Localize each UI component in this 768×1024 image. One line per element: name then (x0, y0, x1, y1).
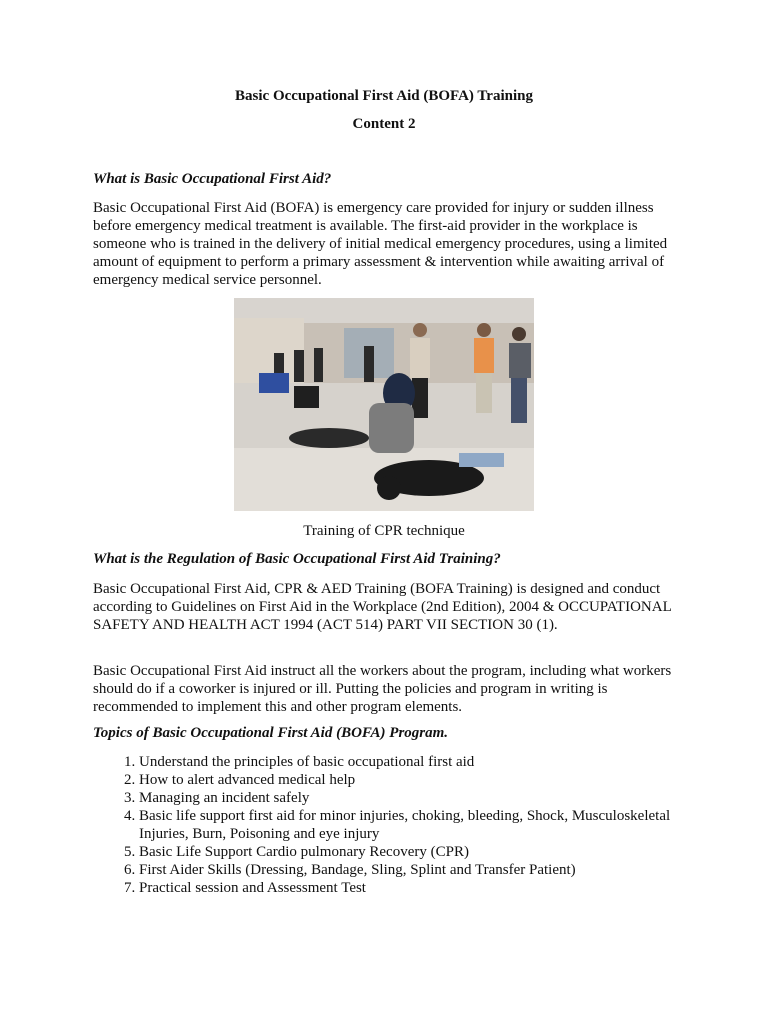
document-subtitle: Content 2 (352, 116, 416, 132)
list-item: 2. How to alert advanced medical help (139, 771, 679, 789)
list-item: 5. Basic Life Support Cardio pulmonary Recovery (CPR) (139, 843, 679, 861)
list-item: 4. Basic life support first aid for minor injuries, choking, bleeding, Shock, Musculoskeletal Injuries, Burn, Poisoning and eye injury (139, 807, 679, 843)
list-item: 7. Practical session and Assessment Test (139, 879, 679, 897)
paragraph-bofa-definition: Basic Occupational First Aid (BOFA) is emergency care provided for injury or sudden illness before emergency medical treatment is available. The first-aid provider in the workplace is someone who is trained in the delivery of initial medical emergency procedures, using a limited amount of equipment to perform a primary assessment & intervention while awaiting arrival of emergency medical service personnel. (93, 200, 668, 288)
list-item: 3. Managing an incident safely (139, 789, 679, 807)
list-item: 6. First Aider Skills (Dressing, Bandage, Sling, Splint and Transfer Patient) (139, 861, 679, 879)
document-title: Basic Occupational First Aid (BOFA) Training (235, 88, 533, 104)
section-heading-regulation: What is the Regulation of Basic Occupational First Aid Training? (93, 551, 501, 567)
section-heading-topics: Topics of Basic Occupational First Aid (BOFA) Program. (93, 725, 449, 741)
section-heading-what-is-bofa: What is Basic Occupational First Aid? (93, 171, 332, 187)
topics-list (93, 753, 679, 897)
photo-caption: Training of CPR technique (303, 523, 465, 539)
list-item: 1. Understand the principles of basic occupational first aid (139, 753, 679, 771)
paragraph-program-instruction: Basic Occupational First Aid instruct all the workers about the program, including what workers should do if a coworker is injured or ill. Putting the policies and program in writing is recommended to implement this and other program elements. (93, 663, 672, 715)
cpr-training-photo (234, 298, 534, 511)
paragraph-regulation: Basic Occupational First Aid, CPR & AED Training (BOFA Training) is designed and conduct according to Guidelines on First Aid in the Workplace (2nd Edition), 2004 & OCCUPATIONAL SAFETY AND HEALTH ACT 1994 (ACT 514) PART VII SECTION 30 (1). (93, 581, 672, 633)
